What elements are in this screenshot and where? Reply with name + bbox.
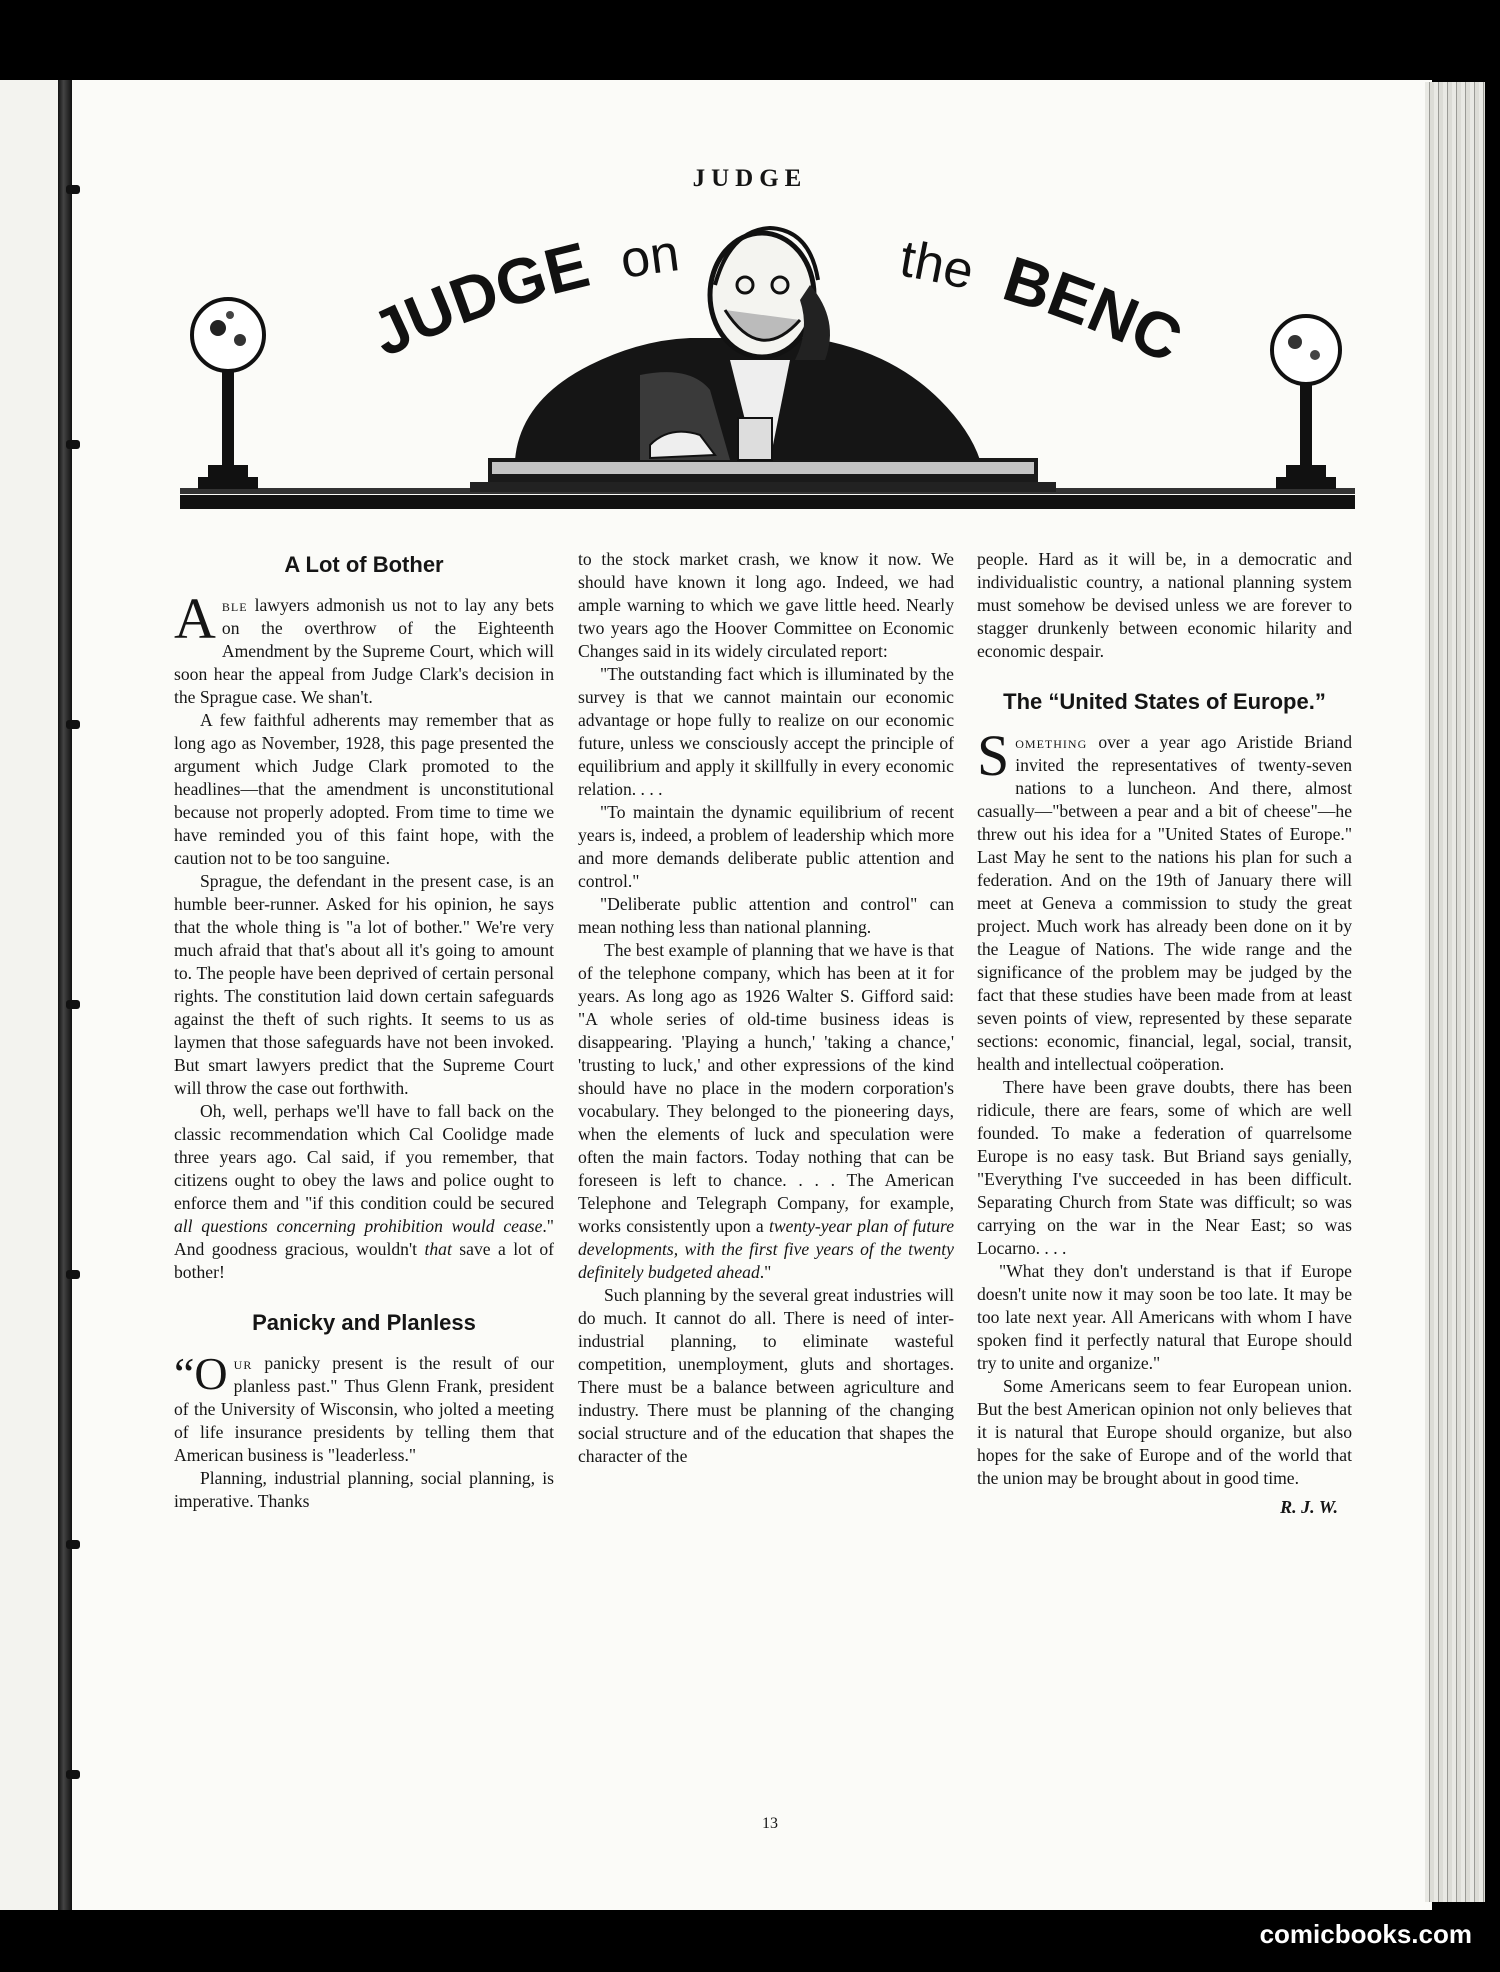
binding-stitch xyxy=(66,1000,80,1009)
masthead-illustration xyxy=(170,190,1370,520)
article-heading: Panicky and Planless xyxy=(252,1310,476,1335)
binding-stitch xyxy=(66,440,80,449)
column-3 xyxy=(977,548,1352,1519)
article-paragraph: "To maintain the dynamic equilibrium of recent years is, indeed, a problem of leadership which more and more demands deliberate public attention and control." xyxy=(578,802,954,891)
right-lamp-icon xyxy=(1272,316,1340,489)
binding-stitch xyxy=(66,1270,80,1279)
left-lamp-icon xyxy=(192,299,264,489)
column-2 xyxy=(578,548,954,1468)
drop-cap: “O xyxy=(174,1348,228,1399)
article-paragraph: Something over a year ago Aristide Briand invited the representatives of twenty-seven nations to a luncheon. And there, almost casually—"between a pear and a bit of cheese"—he threw out his idea for a "United States of Europe." Last May he sent to the nations his plan for such a federation. And on the 19th of January there will meet at Geneva a commission to study the great project. Much work has already been done on it by the League of Nations. The wide range and the significance of the problem may be judged by the fact that these studies have been made from at least seven points of view, represented by these separate sections: economic, financial, legal, social, transit, health and intellectual coöperation. xyxy=(977,723,1352,1074)
column-1 xyxy=(174,548,554,1513)
article-heading: The “United States of Europe.” xyxy=(1003,689,1326,714)
binding-stitch xyxy=(66,1770,80,1779)
article-paragraph: to the stock market crash, we know it now. We should have known it long ago. Indeed, we had ample warning to which we gave little heed. Nearly two years ago the Hoover Committee on Economic Changes said in its widely circulated report: xyxy=(578,549,954,661)
article-paragraph: Able lawyers admonish us not to lay any bets on the overthrow of the Eighteenth Amendment by the Supreme Court, which will soon hear the appeal from Judge Clark's decision in the Sprague case. We shan't. xyxy=(174,586,554,707)
binding-margin xyxy=(0,80,58,1910)
article-paragraph: Sprague, the defendant in the present case, is an humble beer-runner. Asked for his opinion, he says that the whole thing is "a lot of bother." We're very much afraid that that's about all it's going to amount to. The people have been deprived of certain personal rights. The constitution laid down certain safeguards against the theft of such rights. It seems to us as laymen that those safeguards have not been invoked. But smart lawyers predict that the Supreme Court will throw the case out forthwith. xyxy=(174,871,554,1098)
article-paragraph: There have been grave doubts, there has been ridicule, there are fears, some of which are well founded. To make a federation of quarrelsome Europe is no easy task. But Briand says genially, "Everything I've succeeded in has been difficult. Separating Church from State was difficult; so was carrying on the war in the Near East; so was Locarno. . . . xyxy=(977,1077,1352,1258)
article-heading: A Lot of Bother xyxy=(284,552,444,577)
article-paragraph: The best example of planning that we have is that of the telephone company, which has been at it for years. As long ago as 1926 Walter S. Gifford said: "A whole series of old-time business ideas is disappearing. 'Playing a hunch,' 'taking a chance,' 'trusting to luck,' and other expressions of the kind should have no place in the modern corporation's vocabulary. They belonged to the pioneering days, when the elements of luck and speculation were often the main factors. Today nothing that can be foreseen is left to chance. . . . The American Telephone and Telegraph Company, for example, works consistently upon a twenty-year plan of future developments, with the first five years of the twenty definitely budgeted ahead." xyxy=(578,940,955,1282)
watermark: comicbooks.com xyxy=(1259,1919,1472,1949)
binding-stitch xyxy=(66,1540,80,1549)
page-edges xyxy=(1425,82,1485,1902)
article-paragraph: Some Americans seem to fear European union. But the best American opinion not only believes that it is natural that Europe should organize, but also hopes for the sake of Europe and of the world that the union may be brought about in good time. xyxy=(977,1376,1352,1488)
article-paragraph: Such planning by the several great industries will do much. It cannot do all. There is need of inter-industrial planning, to eliminate wasteful competition, unemployment, gluts and shortages. There must be a balance between agriculture and industry. There must be planning of the changing social structure and of the education that shapes the character of the xyxy=(578,1285,954,1466)
author-signature: R. J. W. xyxy=(1280,1497,1338,1517)
running-head: JUDGE xyxy=(692,165,808,192)
article-paragraph: “O ur panicky present is the result of our planless past." Thus Glenn Frank, president of the University of Wisconsin, who jolted a meeting of life insurance presidents by telling them that American business is "leaderless." xyxy=(174,1348,554,1465)
page-number: 13 xyxy=(762,1815,778,1832)
drop-cap: A xyxy=(174,586,216,651)
article-paragraph: Planning, industrial planning, social planning, is imperative. Thanks xyxy=(174,1468,554,1511)
article-paragraph: Oh, well, perhaps we'll have to fall back on the classic recommendation which Cal Coolidge made three years ago. Cal said, if you remember, that citizens ought to obey the laws and police ought to enforce them and "if this condition could be secured all questions concerning prohibition would cease." And goodness gracious, wouldn't that save a lot of bother! xyxy=(174,1101,554,1282)
article-paragraph: A few faithful adherents may remember that as long ago as November, 1928, this page presented the argument which Judge Clark promoted to the headlines—that the amendment is unconstitutional because not properly adopted. From time to time we have reminded you of this faint hope, with the caution not to be too sanguine. xyxy=(174,710,554,868)
judge-bench-illustration xyxy=(170,190,1370,520)
article-paragraph: "Deliberate public attention and control" can mean nothing less than national planning. xyxy=(578,894,954,937)
binding-stitch xyxy=(66,720,80,729)
article-paragraph: people. Hard as it will be, in a democratic and individualistic country, a national planning system must somehow be devised unless we are forever to stagger drunkenly between economic hilarity and economic despair. xyxy=(977,549,1352,661)
article-paragraph: "The outstanding fact which is illuminated by the survey is that we cannot maintain our economic advantage or hope fully to realize on our economic future, unless we consciously accept the principle of equilibrium and apply it skillfully in every economic relation. . . . xyxy=(578,664,954,799)
masthead-title: JUDGE on the BENC xyxy=(360,224,1193,377)
binding-edge xyxy=(58,80,72,1910)
article-paragraph: "What they don't understand is that if Europe doesn't unite now it may soon be too late. It may be too late next year. All Americans with whom I have spoken find it perfectly natural that Europe should try to unite and organize." xyxy=(977,1261,1352,1373)
drop-cap: S xyxy=(977,723,1010,788)
